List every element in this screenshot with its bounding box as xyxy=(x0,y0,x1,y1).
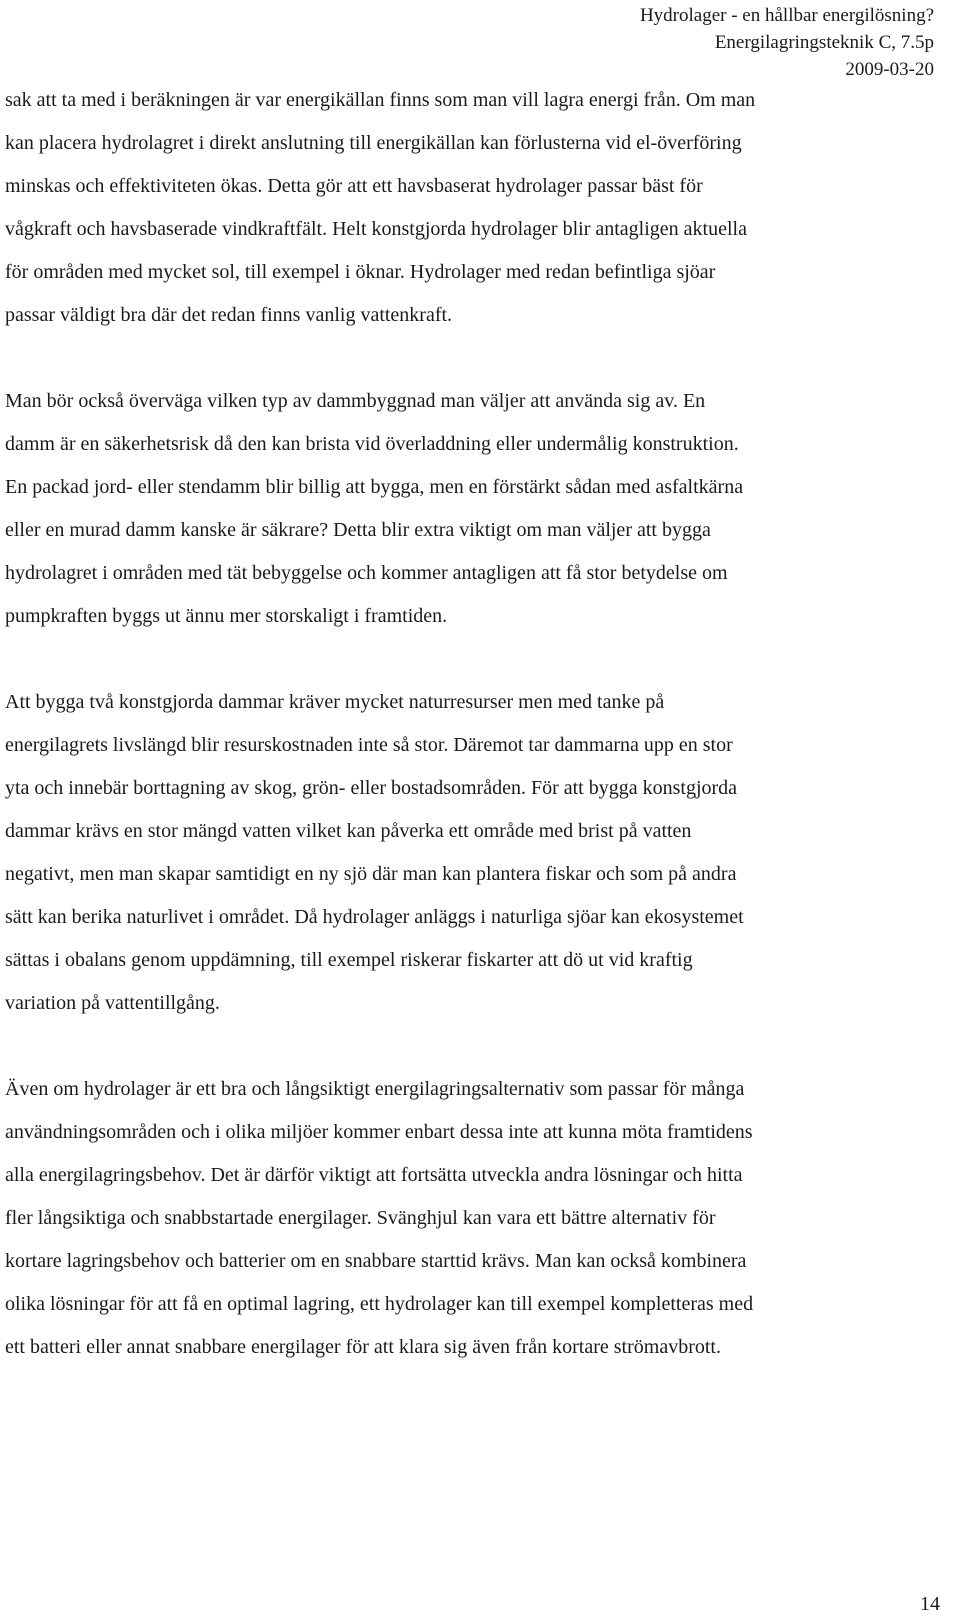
header-title: Hydrolager - en hållbar energilösning? xyxy=(639,5,934,26)
paragraph-3 xyxy=(5,681,935,1025)
text-line: energilagrets livslängd blir resurskostnaden inte så stor. Däremot tar dammarna upp en stor xyxy=(5,734,733,756)
text-line: negativt, men man skapar samtidigt en ny sjö där man kan plantera fiskar och som på andra xyxy=(5,863,737,885)
page-number: 14 xyxy=(920,1593,940,1615)
text-line: hydrolagret i områden med tät bebyggelse och kommer antagligen att få stor betydelse om xyxy=(5,562,728,584)
text-line: eller en murad damm kanske är säkrare? Detta blir extra viktigt om man väljer att bygga xyxy=(5,519,711,541)
text-line: sätt kan berika naturlivet i området. Då hydrolager anläggs i naturliga sjöar kan ekosystemet xyxy=(5,906,744,928)
text-line: alla energilagringsbehov. Det är därför viktigt att fortsätta utveckla andra lösningar och hitta xyxy=(5,1164,743,1186)
running-header xyxy=(640,2,934,83)
text-line: kortare lagringsbehov och batterier om en snabbare starttid krävs. Man kan också kombinera xyxy=(5,1250,747,1272)
text-line: Att bygga två konstgjorda dammar kräver mycket naturresurser men med tanke på xyxy=(5,691,665,713)
text-line: yta och innebär borttagning av skog, grön- eller bostadsområden. För att bygga konstgjorda xyxy=(5,777,738,799)
text-line: damm är en säkerhetsrisk då den kan brista vid överladdning eller undermålig konstruktion. xyxy=(5,433,739,455)
text-line: olika lösningar för att få en optimal lagring, ett hydrolager kan till exempel kompletteras med xyxy=(5,1293,754,1315)
header-course: Energilagringsteknik C, 7.5p xyxy=(714,32,934,53)
text-line: passar väldigt bra där det redan finns vanlig vattenkraft. xyxy=(5,304,453,326)
text-line: kan placera hydrolagret i direkt anslutning till energikällan kan förlusterna vid el-överföring xyxy=(5,132,742,154)
text-line: sättas i obalans genom uppdämning, till exempel riskerar fiskarter att dö ut vid kraftig xyxy=(5,949,693,971)
paragraph-2 xyxy=(5,380,935,638)
text-line: Man bör också överväga vilken typ av dammbyggnad man väljer att använda sig av. En xyxy=(5,390,706,412)
body-text xyxy=(5,79,935,1412)
text-line: sak att ta med i beräkningen är var energikällan finns som man vill lagra energi från. Om man xyxy=(5,89,756,111)
text-line: ett batteri eller annat snabbare energilager för att klara sig även från kortare strömavbrott. xyxy=(5,1336,721,1358)
paragraph-4 xyxy=(5,1068,935,1369)
text-line: dammar krävs en stor mängd vatten vilket kan påverka ett område med brist på vatten xyxy=(5,820,692,842)
header-date: 2009-03-20 xyxy=(845,59,934,80)
text-line: En packad jord- eller stendamm blir billig att bygga, men en förstärkt sådan med asfaltkärna xyxy=(5,476,744,498)
text-line: vågkraft och havsbaserade vindkraftfält. Helt konstgjorda hydrolager blir antagligen aktuella xyxy=(5,218,747,240)
text-line: variation på vattentillgång. xyxy=(5,992,220,1014)
paragraph-1 xyxy=(5,79,935,337)
text-line: Även om hydrolager är ett bra och långsiktigt energilagringsalternativ som passar för många xyxy=(5,1078,745,1100)
text-line: pumpkraften byggs ut ännu mer storskaligt i framtiden. xyxy=(5,605,448,627)
text-line: fler långsiktiga och snabbstartade energilager. Svänghjul kan vara ett bättre alternativ för xyxy=(5,1207,716,1229)
text-line: användningsområden och i olika miljöer kommer enbart dessa inte att kunna möta framtidens xyxy=(5,1121,753,1143)
text-line: minskas och effektiviteten ökas. Detta gör att ett havsbaserat hydrolager passar bäst för xyxy=(5,175,703,197)
text-line: för områden med mycket sol, till exempel i öknar. Hydrolager med redan befintliga sjöar xyxy=(5,261,716,283)
